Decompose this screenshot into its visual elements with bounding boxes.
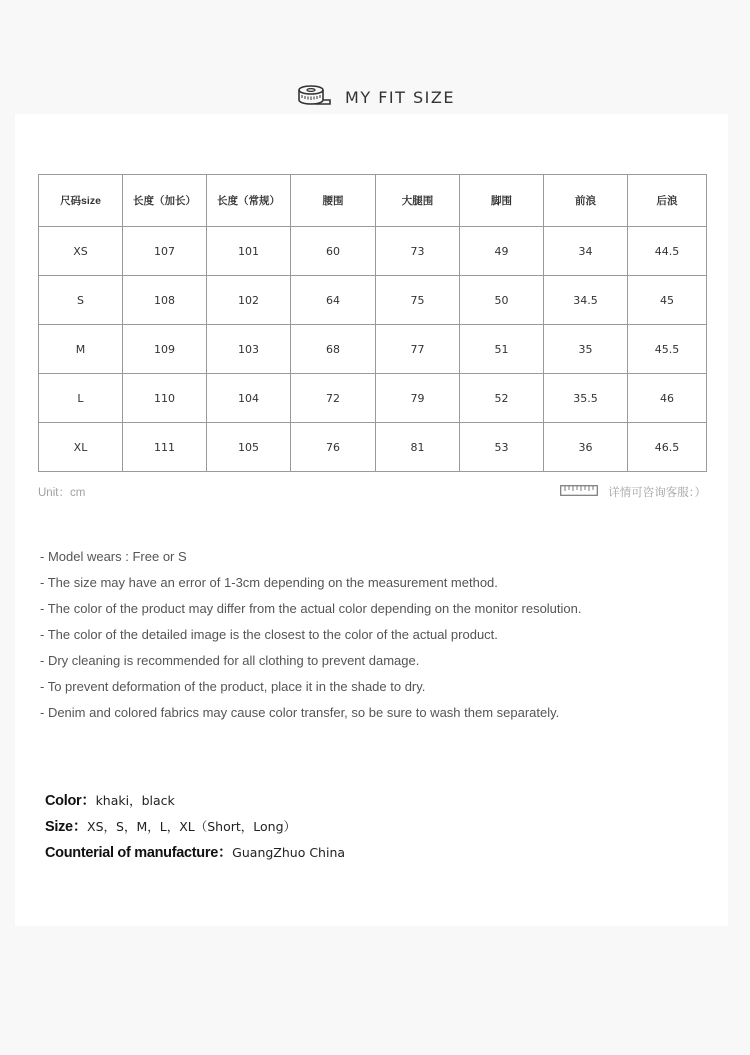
table-cell: 77	[376, 325, 460, 374]
table-header-row	[39, 175, 707, 227]
table-cell: S	[39, 276, 123, 325]
table-cell: 102	[207, 276, 291, 325]
table-row	[39, 325, 707, 374]
table-cell: 79	[376, 374, 460, 423]
column-header: 前浪	[544, 175, 628, 227]
column-header: 长度（加长）	[123, 175, 207, 227]
product-specs	[45, 789, 705, 867]
table-cell: 108	[123, 276, 207, 325]
column-header: 腰围	[291, 175, 376, 227]
table-cell: M	[39, 325, 123, 374]
table-cell: 51	[460, 325, 544, 374]
list-item: - To prevent deformation of the product, place it in the shade to dry.	[40, 679, 426, 694]
spec-value: GuangZhuo China	[232, 845, 346, 860]
table-cell: 53	[460, 423, 544, 472]
table-cell: 76	[291, 423, 376, 472]
table-cell: 50	[460, 276, 544, 325]
table-cell: 46	[628, 374, 707, 423]
spec-size	[45, 815, 705, 841]
list-item: - Model wears : Free or S	[40, 549, 187, 564]
care-notes	[40, 544, 720, 726]
list-item: - The size may have an error of 1-3cm depending on the measurement method.	[40, 575, 498, 590]
list-item: - Dry cleaning is recommended for all clothing to prevent damage.	[40, 653, 420, 668]
spec-color	[45, 789, 705, 815]
list-item: - The color of the product may differ from the actual color depending on the monitor resolution.	[40, 601, 582, 616]
table-row	[39, 423, 707, 472]
table-cell: 73	[376, 227, 460, 276]
table-cell: XS	[39, 227, 123, 276]
column-header: 长度（常规）	[207, 175, 291, 227]
consult-note	[560, 484, 706, 500]
table-cell: 101	[207, 227, 291, 276]
size-card	[15, 114, 728, 926]
table-row	[39, 227, 707, 276]
ruler-icon	[560, 485, 598, 499]
table-cell: 68	[291, 325, 376, 374]
unit-label: Unit：cm	[38, 487, 86, 499]
table-cell: 52	[460, 374, 544, 423]
table-cell: 110	[123, 374, 207, 423]
table-cell: 111	[123, 423, 207, 472]
section-header	[0, 80, 750, 114]
consult-text: 详情可咨询客服：）	[608, 487, 706, 499]
table-cell: 72	[291, 374, 376, 423]
table-cell: L	[39, 374, 123, 423]
table-row	[39, 276, 707, 325]
table-cell: 109	[123, 325, 207, 374]
table-cell: 45.5	[628, 325, 707, 374]
table-cell: 46.5	[628, 423, 707, 472]
table-cell: 60	[291, 227, 376, 276]
column-header: 尺码size	[39, 175, 123, 227]
list-item: - The color of the detailed image is the closest to the color of the actual product.	[40, 627, 498, 642]
column-header: 大腿围	[376, 175, 460, 227]
measuring-tape-icon	[295, 84, 331, 111]
table-cell: 35	[544, 325, 628, 374]
table-cell: 36	[544, 423, 628, 472]
table-cell: 34	[544, 227, 628, 276]
spec-manufacture	[45, 841, 705, 867]
table-cell: 35.5	[544, 374, 628, 423]
column-header: 后浪	[628, 175, 707, 227]
table-cell: XL	[39, 423, 123, 472]
table-cell: 81	[376, 423, 460, 472]
table-cell: 49	[460, 227, 544, 276]
table-row	[39, 374, 707, 423]
table-cell: 64	[291, 276, 376, 325]
table-cell: 34.5	[544, 276, 628, 325]
table-cell: 107	[123, 227, 207, 276]
table-cell: 44.5	[628, 227, 707, 276]
unit-row	[38, 484, 706, 500]
table-cell: 105	[207, 423, 291, 472]
table-cell: 75	[376, 276, 460, 325]
spec-key: Counterial of manufacture：	[45, 845, 233, 861]
list-item: - Denim and colored fabrics may cause color transfer, so be sure to wash them separately.	[40, 705, 560, 720]
size-table	[38, 174, 707, 472]
table-cell: 45	[628, 276, 707, 325]
spec-key: Size：	[45, 819, 88, 835]
table-cell: 104	[207, 374, 291, 423]
column-header: 脚围	[460, 175, 544, 227]
table-cell: 103	[207, 325, 291, 374]
page-title: MY FIT SIZE	[345, 87, 455, 107]
spec-value: XS，S，M，L，XL（Short，Long）	[87, 819, 297, 834]
spec-key: Color：	[45, 793, 96, 809]
spec-value: khaki，black	[95, 793, 175, 808]
